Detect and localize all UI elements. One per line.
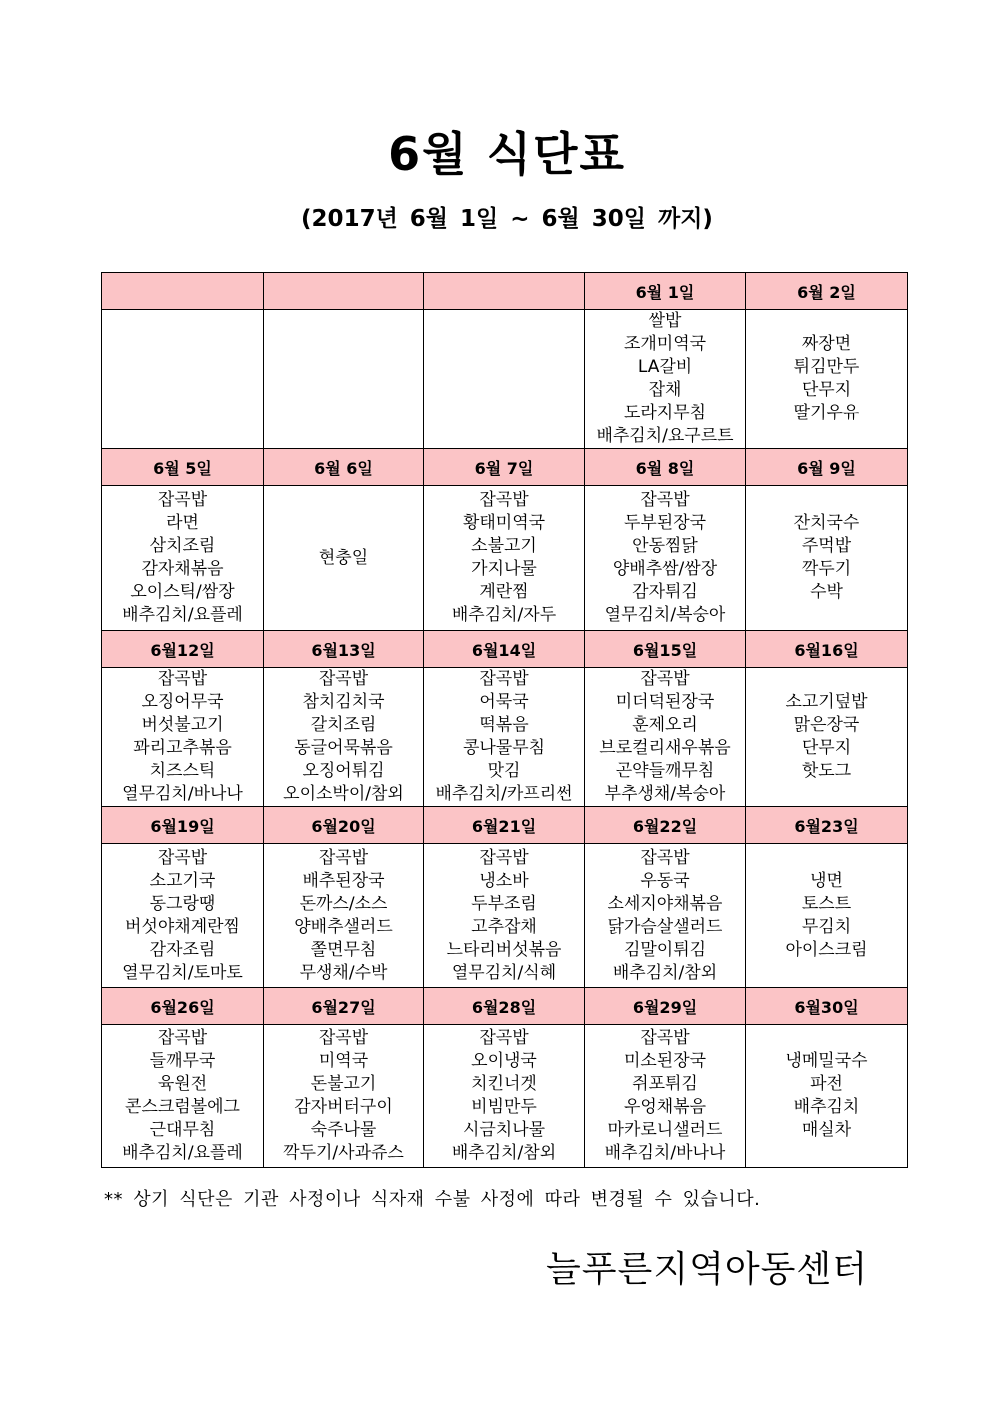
- menu-item: 잡곡밥: [318, 847, 369, 868]
- menu-item: 갈치조림: [310, 715, 377, 735]
- menu-item: 쫄면무침: [310, 939, 377, 960]
- menu-item: 감자버터구이: [294, 1097, 393, 1117]
- day-date-header: 6월26일: [102, 988, 264, 1025]
- menu-item: 고추잡채: [471, 916, 537, 937]
- day-menu-cell: [102, 1025, 264, 1168]
- day-date-header: 6월21일: [424, 807, 585, 844]
- menu-item: 짜장면: [801, 334, 852, 354]
- menu-item: 버섯불고기: [141, 715, 224, 735]
- menu-item: 부추생채/복숭아: [604, 784, 726, 804]
- day-date-header: 6월29일: [585, 988, 746, 1025]
- menu-item: 양배추쌈/쌈장: [612, 559, 718, 579]
- menu-item: 잡곡밥: [640, 1028, 690, 1048]
- menu-item: 배추김치/요플레: [122, 1143, 243, 1163]
- menu-item: 잡곡밥: [640, 490, 690, 510]
- menu-item: 깍두기: [801, 559, 852, 579]
- menu-item: 잡채: [648, 380, 682, 400]
- menu-item: 잡곡밥: [157, 1028, 208, 1048]
- day-date-header: 6월13일: [264, 631, 424, 668]
- menu-item: 무김치: [801, 916, 852, 937]
- menu-item: 동그랑땡: [149, 893, 216, 914]
- menu-item: 냉면: [810, 870, 843, 891]
- menu-item: 토스트: [801, 893, 852, 914]
- week-header-row: [102, 273, 908, 310]
- menu-item: 돈까스/소스: [299, 893, 388, 914]
- day-menu-cell: [746, 668, 908, 807]
- menu-item: 파전: [810, 1074, 843, 1094]
- week-header-row: [102, 631, 908, 668]
- day-menu-cell: [585, 844, 746, 988]
- day-date-header: 6월12일: [102, 631, 264, 668]
- week-header-row: [102, 988, 908, 1025]
- day-menu-cell: [264, 1025, 424, 1168]
- menu-item: 두부된장국: [623, 513, 707, 533]
- day-date-header: 6월23일: [746, 807, 908, 844]
- menu-item: 배추김치/참외: [451, 1143, 557, 1163]
- menu-item: 콩나물무침: [462, 738, 546, 758]
- day-menu-cell: [102, 486, 264, 631]
- day-menu-cell: [424, 668, 585, 807]
- menu-item: 우동국: [640, 870, 690, 891]
- meal-plan-table: [101, 272, 908, 1168]
- day-date-header: 6월 9일: [746, 449, 908, 486]
- menu-item: 콘스크럼볼에그: [125, 1097, 240, 1117]
- week-menu-row: [102, 486, 908, 631]
- menu-item: 잡곡밥: [157, 847, 208, 868]
- page-title: 6월 식단표: [388, 127, 626, 181]
- week-menu-row: [102, 1025, 908, 1168]
- menu-item: 오징어튀김: [302, 761, 385, 781]
- menu-item: 배추된장국: [302, 870, 385, 891]
- menu-item: 버섯야채계란찜: [125, 916, 240, 937]
- menu-item: 꽈리고추볶음: [133, 738, 232, 758]
- menu-item: 미소된장국: [623, 1051, 707, 1071]
- menu-item: 라면: [166, 513, 199, 533]
- week-menu-row: [102, 310, 908, 449]
- day-date-header: 6월 2일: [746, 273, 908, 310]
- menu-item: 참치김치국: [302, 692, 385, 712]
- day-date-header: 6월28일: [424, 988, 585, 1025]
- date-range-subtitle: (2017년 6월 1일 ~ 6월 30일 까지): [301, 206, 713, 232]
- day-menu-cell: [424, 1025, 585, 1168]
- menu-item: 깍두기/사과쥬스: [283, 1143, 404, 1163]
- week-header-row: [102, 807, 908, 844]
- menu-item: 어묵국: [479, 692, 529, 712]
- menu-item: 오이냉국: [471, 1051, 537, 1071]
- menu-item: 감자채볶음: [141, 559, 224, 579]
- change-notice: ** 상기 식단은 기관 사정이나 식자재 수불 사정에 따라 변경될 수 있습니다.: [104, 1189, 761, 1210]
- day-menu-cell: [264, 486, 424, 631]
- menu-item: 소세지야채볶음: [607, 893, 723, 914]
- day-date-header: 6월30일: [746, 988, 908, 1025]
- day-menu-cell: [424, 844, 585, 988]
- menu-item: 황태미역국: [462, 513, 546, 533]
- menu-item: 맛김: [487, 761, 521, 781]
- menu-item: 아이스크림: [785, 939, 868, 960]
- day-date-header: 6월 5일: [102, 449, 264, 486]
- menu-item: 배추김치: [793, 1097, 860, 1117]
- menu-item: 배추김치/참외: [612, 962, 718, 983]
- day-date-header: 6월16일: [746, 631, 908, 668]
- menu-item: 계란찜: [479, 582, 529, 602]
- menu-item: 김말이튀김: [623, 939, 707, 960]
- menu-item: 주먹밥: [801, 536, 852, 556]
- menu-item: 근대무침: [149, 1120, 216, 1140]
- menu-item: 배추김치/요구르트: [596, 426, 734, 446]
- menu-item: 무생채/수박: [299, 962, 388, 983]
- menu-item: 배추김치/카프리썬: [435, 784, 573, 804]
- menu-item: 미더덕된장국: [615, 692, 715, 712]
- menu-item: 가지나물: [471, 559, 537, 579]
- menu-item: 맑은장국: [793, 715, 860, 735]
- day-menu-cell: [424, 486, 585, 631]
- menu-item: 감자튀김: [632, 582, 698, 602]
- day-menu-cell: [746, 844, 908, 988]
- menu-item: 열무김치/복숭아: [604, 605, 726, 625]
- day-menu-cell: [585, 486, 746, 631]
- menu-item: 도라지무침: [623, 403, 707, 423]
- menu-item: 우엉채볶음: [623, 1097, 707, 1117]
- day-menu-cell: [264, 844, 424, 988]
- menu-item: 쥐포튀김: [632, 1074, 698, 1094]
- day-date-header: [264, 273, 424, 310]
- menu-item: LA갈비: [637, 357, 693, 377]
- menu-item: 오이소박이/참외: [283, 784, 404, 804]
- menu-item: 잡곡밥: [479, 847, 529, 868]
- menu-item: 치킨너겟: [471, 1074, 537, 1094]
- menu-item: 소불고기: [471, 536, 537, 556]
- day-date-header: 6월 8일: [585, 449, 746, 486]
- menu-item: 단무지: [801, 380, 852, 400]
- menu-item: 잡곡밥: [157, 490, 208, 510]
- day-menu-cell: [102, 310, 264, 449]
- menu-item: 딸기우유: [793, 403, 860, 423]
- menu-item: 매실차: [801, 1120, 852, 1140]
- day-menu-cell: [585, 1025, 746, 1168]
- menu-item: 곤약들깨무침: [615, 761, 715, 781]
- menu-item: 잡곡밥: [157, 669, 208, 689]
- menu-item: 삼치조림: [149, 536, 216, 556]
- day-menu-cell: [585, 310, 746, 449]
- menu-item: 닭가슴살샐러드: [607, 916, 723, 937]
- menu-item: 배추김치/요플레: [122, 605, 243, 625]
- menu-item: 안동찜닭: [632, 536, 698, 556]
- menu-item: 육원전: [157, 1074, 208, 1094]
- menu-item: 치즈스틱: [149, 761, 216, 781]
- menu-item: 핫도그: [801, 761, 852, 781]
- day-date-header: 6월 1일: [585, 273, 746, 310]
- menu-item: 잡곡밥: [318, 1028, 369, 1048]
- menu-item: 잡곡밥: [318, 669, 369, 689]
- menu-item: 잔치국수: [793, 513, 860, 533]
- menu-item: 마카로니샐러드: [607, 1120, 723, 1140]
- day-menu-cell: [424, 310, 585, 449]
- menu-item: 잡곡밥: [479, 669, 529, 689]
- day-date-header: 6월15일: [585, 631, 746, 668]
- menu-item: 쌀밥: [648, 311, 682, 331]
- day-date-header: [424, 273, 585, 310]
- menu-item: 잡곡밥: [640, 669, 690, 689]
- menu-item: 잡곡밥: [479, 490, 529, 510]
- menu-item: 브로컬리새우볶음: [599, 738, 731, 758]
- menu-item: 오징어무국: [141, 692, 224, 712]
- week-menu-row: [102, 668, 908, 807]
- day-menu-cell: [264, 310, 424, 449]
- day-menu-cell: [746, 486, 908, 631]
- day-date-header: 6월19일: [102, 807, 264, 844]
- menu-item: 들깨무국: [149, 1051, 216, 1071]
- menu-item: 떡볶음: [479, 715, 529, 735]
- day-menu-cell: [264, 668, 424, 807]
- menu-item: 배추김치/자두: [451, 605, 557, 625]
- day-date-header: 6월 7일: [424, 449, 585, 486]
- day-menu-cell: [102, 844, 264, 988]
- menu-item: 느타리버섯볶음: [446, 939, 562, 960]
- menu-item: 열무김치/바나나: [122, 784, 243, 804]
- menu-item: 튀김만두: [793, 357, 860, 377]
- day-date-header: [102, 273, 264, 310]
- menu-item: 숙주나물: [310, 1120, 377, 1140]
- day-menu-cell: [102, 668, 264, 807]
- day-date-header: 6월27일: [264, 988, 424, 1025]
- menu-item: 시금치나물: [462, 1120, 546, 1140]
- menu-item: 열무김치/식혜: [451, 962, 557, 983]
- menu-item: 단무지: [801, 738, 852, 758]
- menu-item: 동글어묵볶음: [294, 738, 393, 758]
- menu-item: 열무김치/토마토: [122, 962, 243, 983]
- menu-item: 돈불고기: [310, 1074, 377, 1094]
- menu-item: 현충일: [318, 547, 369, 568]
- day-date-header: 6월20일: [264, 807, 424, 844]
- menu-item: 미역국: [318, 1051, 369, 1071]
- menu-item: 소고기국: [149, 870, 216, 891]
- menu-item: 냉소바: [479, 870, 529, 891]
- week-menu-row: [102, 844, 908, 988]
- day-menu-cell: [746, 1025, 908, 1168]
- menu-item: 잡곡밥: [640, 847, 690, 868]
- menu-item: 수박: [810, 582, 843, 602]
- day-menu-cell: [585, 668, 746, 807]
- menu-item: 조개미역국: [623, 334, 707, 354]
- menu-item: 배추김치/바나나: [604, 1143, 726, 1163]
- menu-item: 오이스틱/쌈장: [130, 582, 235, 602]
- menu-item: 냉메밀국수: [785, 1051, 868, 1071]
- menu-item: 비빔만두: [471, 1097, 537, 1117]
- week-header-row: [102, 449, 908, 486]
- day-date-header: 6월22일: [585, 807, 746, 844]
- menu-item: 훈제오리: [632, 715, 698, 735]
- menu-item: 소고기덮밥: [785, 692, 868, 712]
- menu-item: 감자조림: [149, 939, 216, 960]
- organization-name: 늘푸른지역아동센터: [546, 1249, 868, 1290]
- day-menu-cell: [746, 310, 908, 449]
- day-date-header: 6월14일: [424, 631, 585, 668]
- menu-item: 양배추샐러드: [294, 916, 393, 937]
- menu-item: 잡곡밥: [479, 1028, 529, 1048]
- day-date-header: 6월 6일: [264, 449, 424, 486]
- menu-item: 두부조림: [471, 893, 537, 914]
